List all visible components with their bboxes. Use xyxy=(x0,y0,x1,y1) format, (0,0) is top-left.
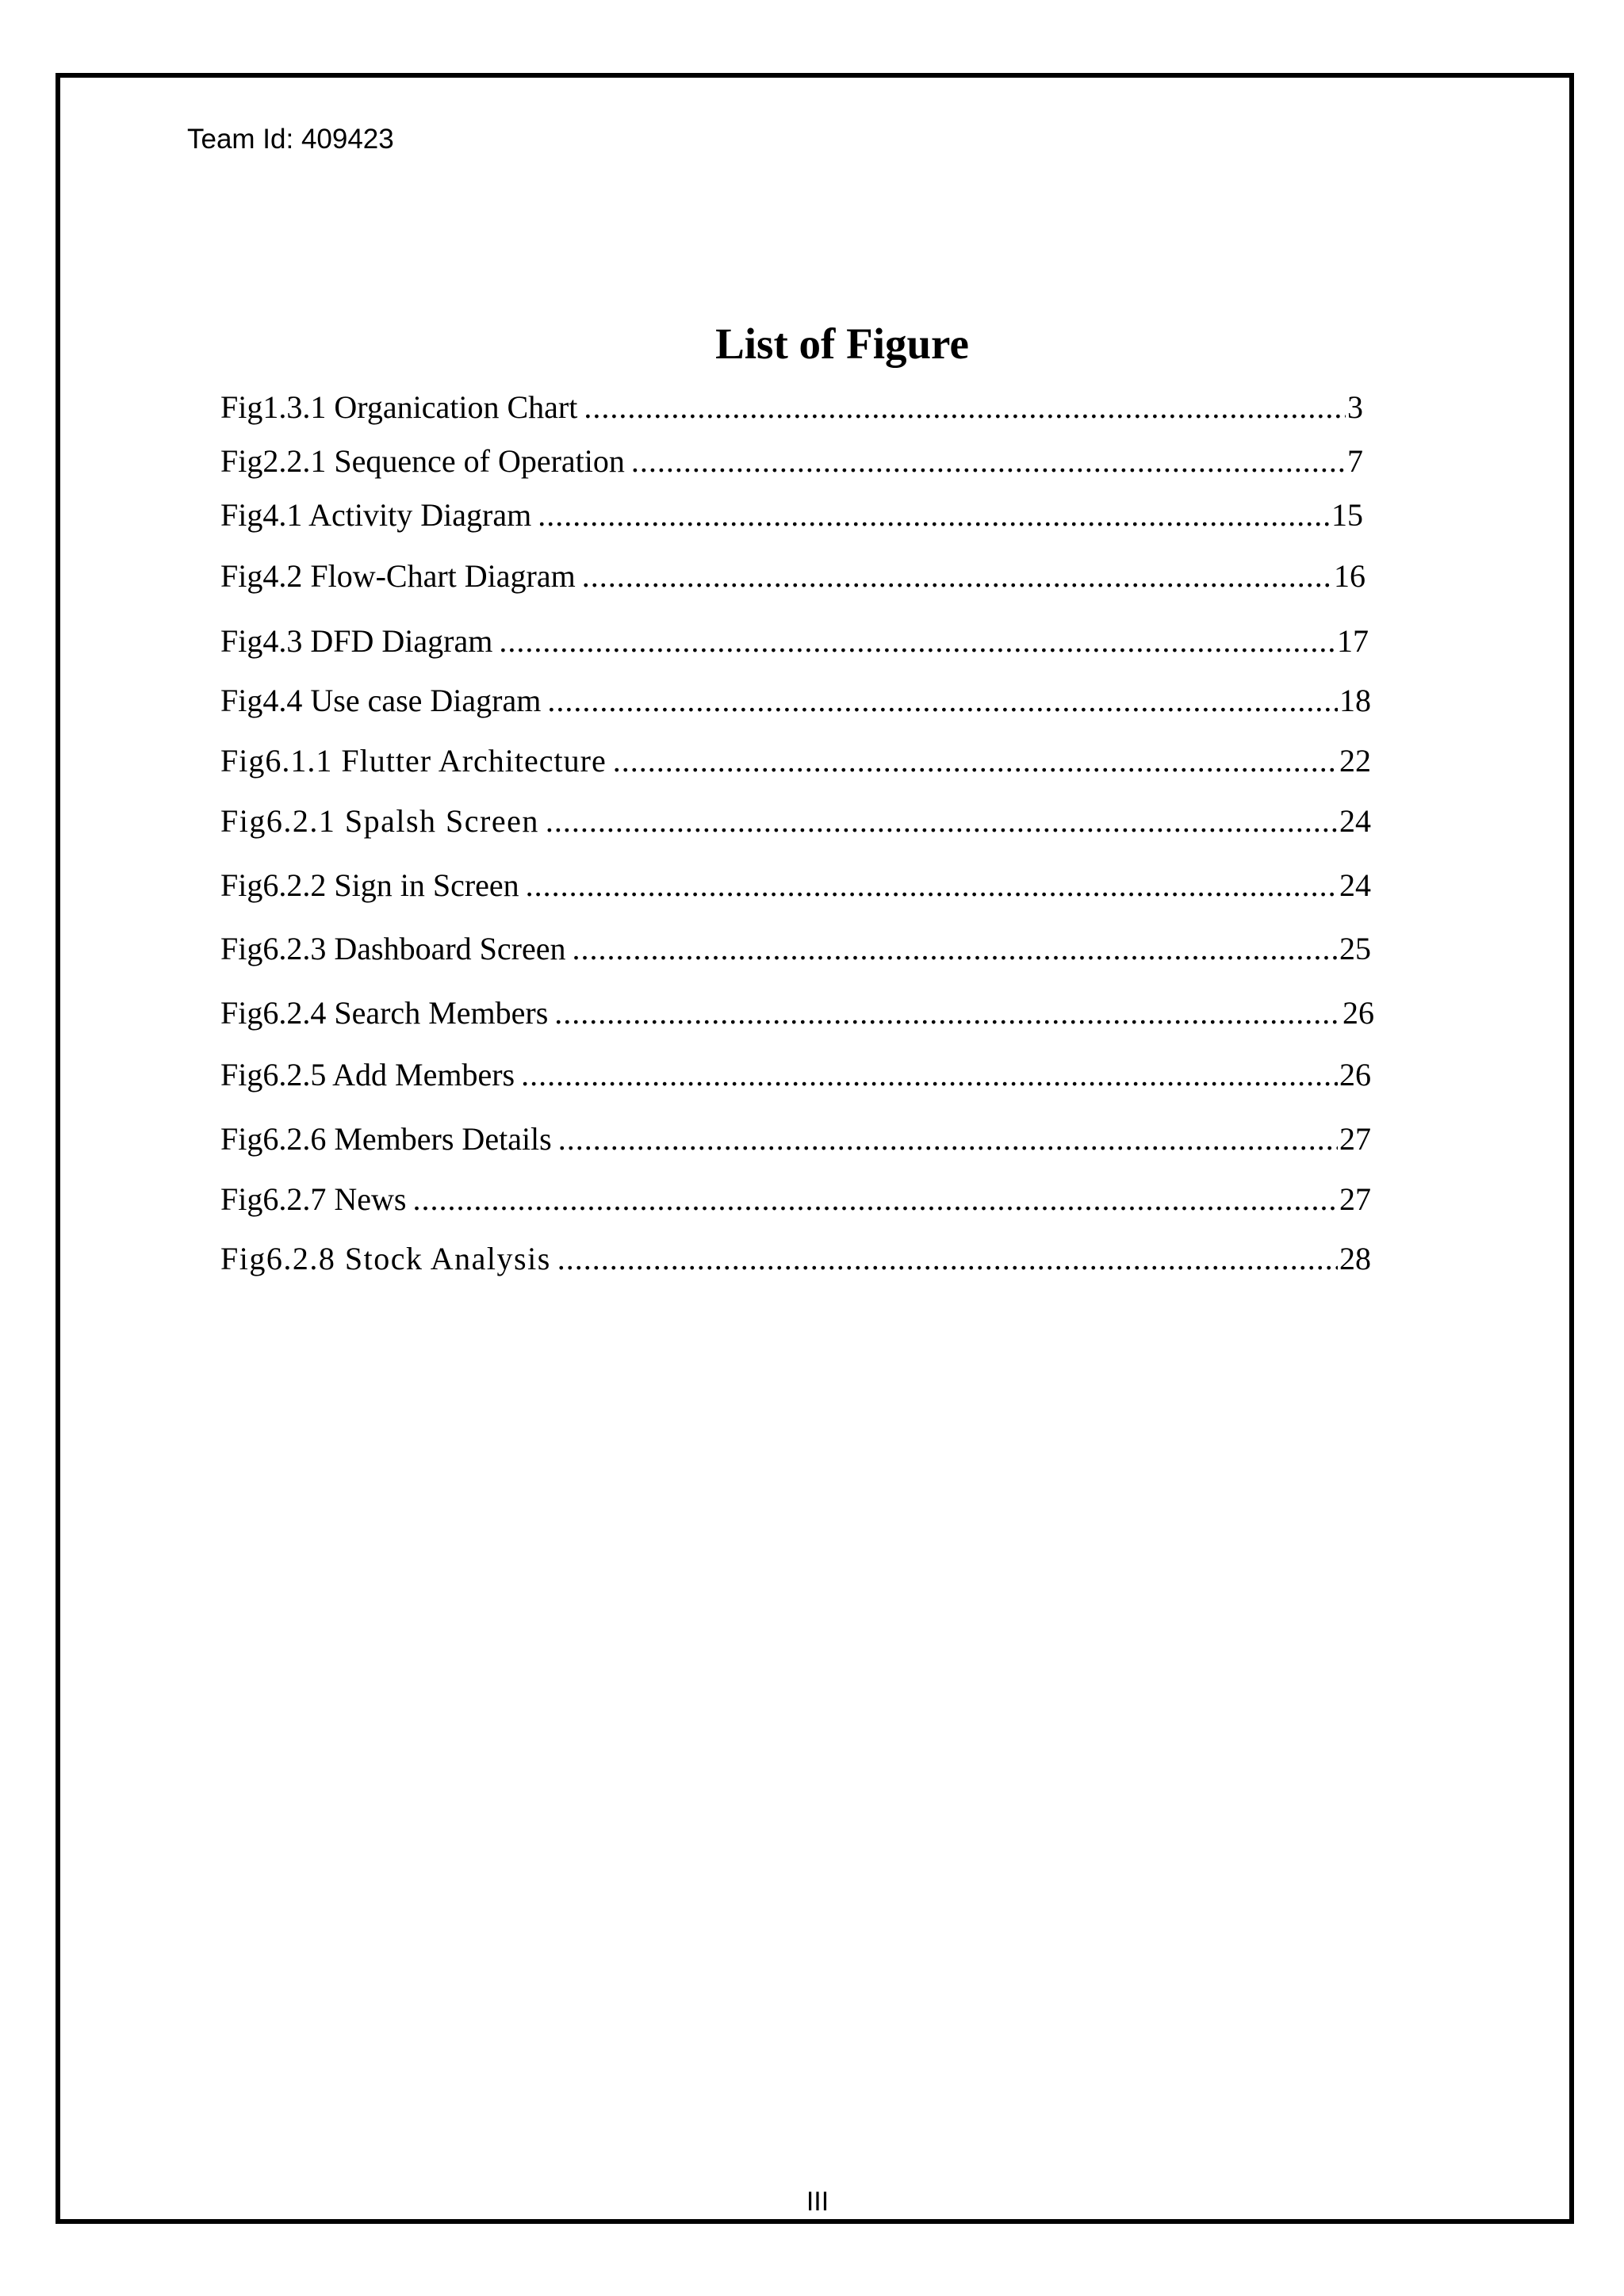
figure-entry xyxy=(220,997,1374,1029)
dot-leader xyxy=(582,561,1332,592)
page-title: List of Figure xyxy=(715,320,969,368)
dot-leader xyxy=(557,1243,1338,1275)
figure-entry-page: 25 xyxy=(1339,931,1371,966)
figure-entry xyxy=(220,499,1363,531)
figure-entry-label: Fig6.2.5 Add Members xyxy=(220,1057,515,1093)
dot-leader xyxy=(584,392,1346,423)
figure-entry-label: Fig6.2.6 Members Details xyxy=(220,1121,552,1157)
team-id: Team Id: 409423 xyxy=(187,124,394,155)
figure-entry xyxy=(220,1059,1371,1091)
figure-entry xyxy=(220,389,1363,425)
dot-leader xyxy=(554,997,1341,1029)
figure-entry-label: Fig2.2.1 Sequence of Operation xyxy=(220,443,625,479)
figure-entry-label: Fig6.2.3 Dashboard Screen xyxy=(220,931,566,966)
figure-entry xyxy=(220,558,1365,594)
dot-leader xyxy=(546,806,1338,837)
figure-entry-label: Fig6.2.7 News xyxy=(220,1181,407,1217)
figure-entry-page: 27 xyxy=(1339,1121,1371,1157)
dot-leader xyxy=(631,446,1346,477)
figure-entry-page: 22 xyxy=(1339,743,1371,779)
figure-entry-label: Fig6.2.8 Stock Analysis xyxy=(220,1241,551,1276)
figure-entry-page: 16 xyxy=(1334,558,1365,594)
figure-entry-page: 7 xyxy=(1347,443,1363,479)
dot-leader xyxy=(538,499,1330,531)
dot-leader xyxy=(547,685,1338,717)
figure-entry-page: 3 xyxy=(1347,389,1363,425)
figure-entry-page: 17 xyxy=(1337,623,1369,659)
figure-entry xyxy=(220,803,1371,839)
figure-entry-label: Fig6.2.1 Spalsh Screen xyxy=(220,803,539,839)
figure-entry-page: 26 xyxy=(1339,1057,1371,1093)
figure-entry-label: Fig4.1 Activity Diagram xyxy=(220,497,532,533)
dot-leader xyxy=(558,1123,1338,1155)
figure-entry xyxy=(220,745,1371,777)
figure-entry xyxy=(220,623,1369,659)
figure-entry xyxy=(220,933,1371,965)
figure-entry-page: 24 xyxy=(1339,867,1371,903)
figure-entry-page: 24 xyxy=(1339,803,1371,839)
dot-leader xyxy=(572,933,1338,965)
dot-leader xyxy=(521,1059,1338,1091)
dot-leader xyxy=(526,870,1338,901)
figure-entry xyxy=(220,443,1363,479)
figure-entry-label: Fig1.3.1 Organication Chart xyxy=(220,389,578,425)
figure-entry-page: 15 xyxy=(1331,497,1363,533)
figure-entry xyxy=(220,867,1371,903)
figure-entry xyxy=(220,685,1371,717)
figure-entry xyxy=(220,1181,1371,1217)
figure-entry-label: Fig4.4 Use case Diagram xyxy=(220,683,542,718)
figure-entry xyxy=(220,1243,1371,1275)
figure-entry-page: 18 xyxy=(1339,683,1371,718)
figure-entry-label: Fig6.1.1 Flutter Architecture xyxy=(220,743,607,779)
figure-entry xyxy=(220,1123,1371,1155)
figure-entry-label: Fig4.2 Flow-Chart Diagram xyxy=(220,558,576,594)
page-number: III xyxy=(806,2187,829,2217)
figure-entry-page: 26 xyxy=(1342,995,1374,1031)
figure-entry-page: 28 xyxy=(1339,1241,1371,1276)
dot-leader xyxy=(613,745,1338,777)
figure-entry-page: 27 xyxy=(1339,1181,1371,1217)
dot-leader xyxy=(412,1184,1338,1215)
figure-entry-label: Fig4.3 DFD Diagram xyxy=(220,623,493,659)
figure-entry-label: Fig6.2.2 Sign in Screen xyxy=(220,867,519,903)
dot-leader xyxy=(499,626,1335,657)
figure-entry-label: Fig6.2.4 Search Members xyxy=(220,995,549,1031)
